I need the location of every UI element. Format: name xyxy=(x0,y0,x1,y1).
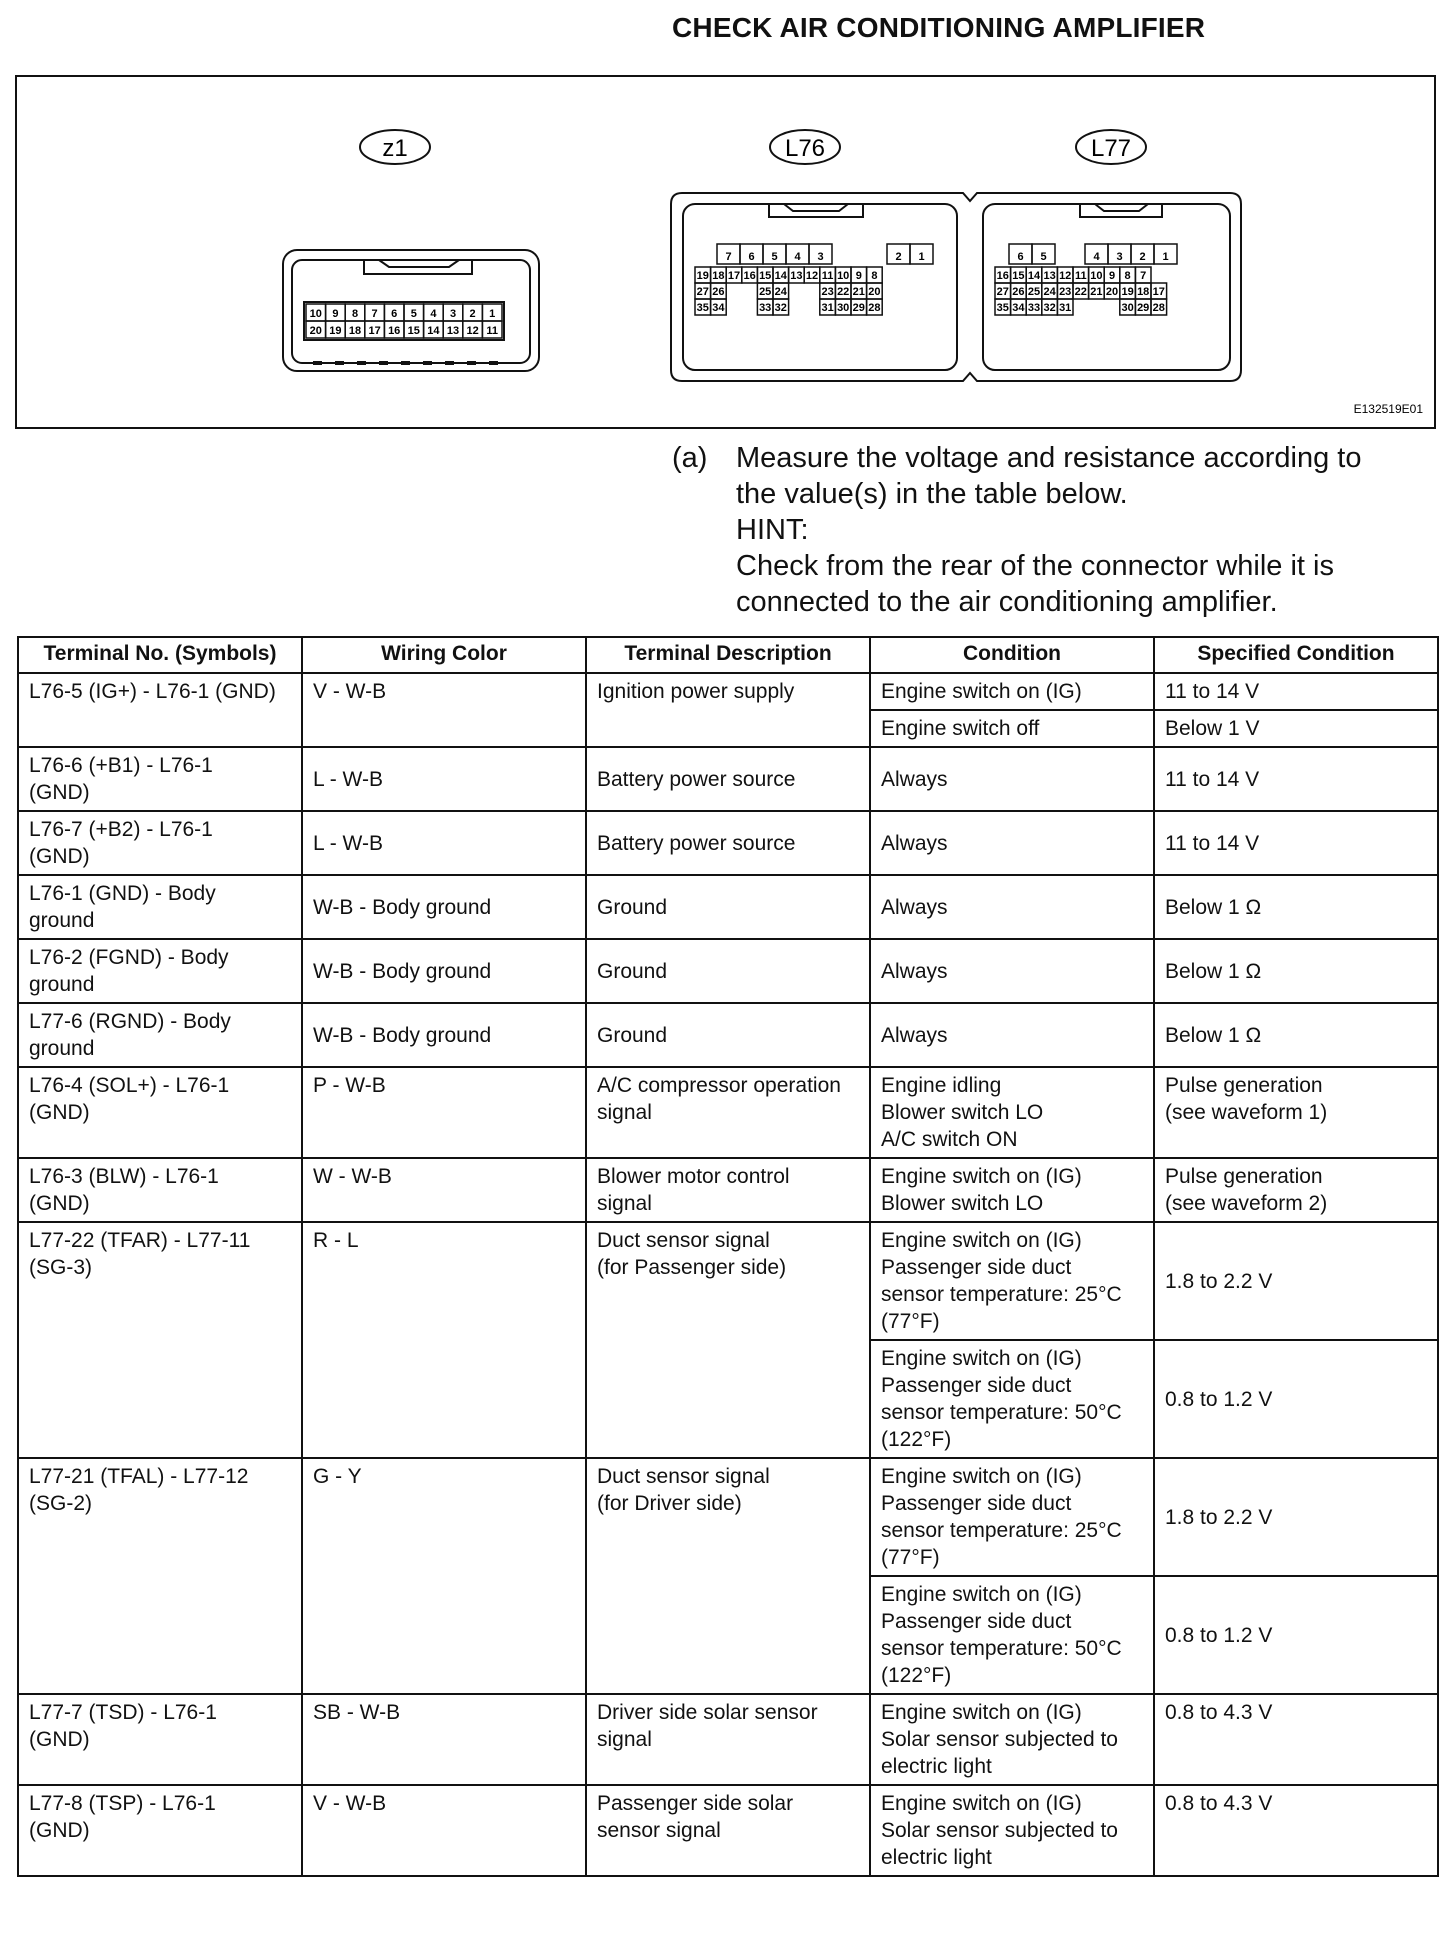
latch-tab xyxy=(313,361,322,365)
pin-l76: 25 xyxy=(759,286,772,298)
condition-cell: Engine switch on (IG) Solar sensor subjected to electric light xyxy=(870,1785,1154,1876)
pin-l76: 19 xyxy=(696,270,709,282)
pin-l77: 20 xyxy=(1105,286,1119,298)
terminal-cell: L76-1 (GND) - Body ground xyxy=(18,875,302,939)
wiring-color-cell: V - W-B xyxy=(302,1785,586,1876)
description-cell: Battery power source xyxy=(586,811,870,875)
terminal-cell: L76-6 (+B1) - L76-1 (GND) xyxy=(18,747,302,811)
specified-condition-cell: Below 1 Ω xyxy=(1154,875,1438,939)
pin-l77: 19 xyxy=(1121,286,1134,298)
pin-l76: 3 xyxy=(817,251,824,263)
pin-z1: 20 xyxy=(309,325,322,337)
pin-l77: 13 xyxy=(1043,270,1056,282)
pin-z1: 2 xyxy=(469,308,476,320)
wiring-color-cell: R - L xyxy=(302,1222,586,1458)
pin-l76: 32 xyxy=(774,302,787,314)
table-body xyxy=(18,673,1438,1876)
instruction-line: the value(s) in the table below. xyxy=(736,478,1128,510)
terminal-cell: L76-4 (SOL+) - L76-1 (GND) xyxy=(18,1067,302,1158)
wiring-color-cell: W - W-B xyxy=(302,1158,586,1222)
condition-cell: Always xyxy=(870,747,1154,811)
specified-condition-cell: 1.8 to 2.2 V xyxy=(1154,1222,1438,1340)
pin-l77: 5 xyxy=(1040,251,1047,263)
label-l76: L76 xyxy=(784,135,826,162)
pin-z1: 17 xyxy=(368,325,381,337)
specified-condition-cell: Below 1 V xyxy=(1154,710,1438,747)
pin-l77: 26 xyxy=(1012,286,1025,298)
instruction-line: Check from the rear of the connector while it is xyxy=(736,550,1334,582)
condition-cell: Engine switch on (IG) Solar sensor subjected to electric light xyxy=(870,1694,1154,1785)
pin-z1: 15 xyxy=(407,325,420,337)
pin-l76: 6 xyxy=(748,251,755,263)
pin-l76: 20 xyxy=(868,286,881,298)
pin-l76: 2 xyxy=(895,251,902,263)
pin-l76: 34 xyxy=(712,302,725,314)
table-row xyxy=(18,1694,1438,1785)
table-row xyxy=(18,673,1438,710)
table-row xyxy=(18,747,1438,811)
latch-tab xyxy=(489,361,498,365)
description-cell: Blower motor control signal xyxy=(586,1158,870,1222)
pin-l76: 23 xyxy=(821,286,834,298)
table-row xyxy=(18,1003,1438,1067)
condition-cell: Engine switch off xyxy=(870,710,1154,747)
specified-condition-cell: Pulse generation (see waveform 1) xyxy=(1154,1067,1438,1158)
table-row xyxy=(18,1458,1438,1576)
pin-l76: 28 xyxy=(868,302,881,314)
instruction-line: connected to the air conditioning amplifier. xyxy=(736,586,1278,618)
pin-z1: 3 xyxy=(449,308,457,320)
description-cell: Ground xyxy=(586,1003,870,1067)
condition-cell: Engine switch on (IG) Passenger side duct sensor temperature: 50°C (122°F) xyxy=(870,1340,1154,1458)
pin-z1: 14 xyxy=(427,325,440,337)
specified-condition-cell: Below 1 Ω xyxy=(1154,1003,1438,1067)
description-cell: Duct sensor signal (for Passenger side) xyxy=(586,1222,870,1458)
pin-z1: 19 xyxy=(329,325,342,337)
pin-l77: 3 xyxy=(1116,251,1123,263)
pin-l76: 16 xyxy=(743,270,756,282)
instruction-text xyxy=(736,440,1456,620)
connector-pin-grids xyxy=(306,244,1177,338)
description-cell: Battery power source xyxy=(586,747,870,811)
pin-z1: 12 xyxy=(466,325,479,337)
header-terminal: Terminal No. (Symbols) xyxy=(18,637,302,673)
terminal-cell: L77-21 (TFAL) - L77-12 (SG-2) xyxy=(18,1458,302,1694)
terminal-cell: L77-6 (RGND) - Body ground xyxy=(18,1003,302,1067)
description-cell: Ignition power supply xyxy=(586,673,870,747)
pin-z1: 10 xyxy=(309,308,322,320)
specified-condition-cell: 11 to 14 V xyxy=(1154,747,1438,811)
condition-cell: Always xyxy=(870,811,1154,875)
pin-l77: 25 xyxy=(1027,286,1041,298)
condition-cell: Engine switch on (IG) xyxy=(870,673,1154,710)
terminal-cell: L77-8 (TSP) - L76-1 (GND) xyxy=(18,1785,302,1876)
pin-l77: 1 xyxy=(1162,251,1169,263)
specified-condition-cell: 0.8 to 4.3 V xyxy=(1154,1694,1438,1785)
condition-cell: Engine switch on (IG) Passenger side duct sensor temperature: 25°C (77°F) xyxy=(870,1222,1154,1340)
specified-condition-cell: 11 to 14 V xyxy=(1154,811,1438,875)
pin-z1: 1 xyxy=(489,308,496,320)
pin-l77: 23 xyxy=(1059,286,1072,298)
pin-l76: 5 xyxy=(771,251,778,263)
pin-l77: 16 xyxy=(996,270,1009,282)
wiring-color-cell: L - W-B xyxy=(302,747,586,811)
pin-l77: 22 xyxy=(1074,286,1087,298)
condition-cell: Engine switch on (IG) Passenger side duct sensor temperature: 50°C (122°F) xyxy=(870,1576,1154,1694)
description-cell: Duct sensor signal (for Driver side) xyxy=(586,1458,870,1694)
pin-l76: 4 xyxy=(794,251,801,263)
pin-l76: 14 xyxy=(774,270,787,282)
pin-l77: 31 xyxy=(1059,302,1072,314)
specification-table xyxy=(17,636,1439,1877)
latch-tab xyxy=(335,361,344,365)
wiring-color-cell: G - Y xyxy=(302,1458,586,1694)
specified-condition-cell: 11 to 14 V xyxy=(1154,673,1438,710)
page-title: CHECK AIR CONDITIONING AMPLIFIER xyxy=(672,12,1206,43)
pin-l77: 9 xyxy=(1108,270,1116,282)
pin-l77: 18 xyxy=(1137,286,1150,298)
condition-cell: Engine switch on (IG) Passenger side duct sensor temperature: 25°C (77°F) xyxy=(870,1458,1154,1576)
pin-z1: 5 xyxy=(410,308,417,320)
latch-tab xyxy=(401,361,410,365)
pin-l77: 35 xyxy=(996,302,1009,314)
header-specified-condition: Specified Condition xyxy=(1154,637,1438,673)
pin-l76: 26 xyxy=(712,286,725,298)
description-cell: Passenger side solar sensor signal xyxy=(586,1785,870,1876)
condition-cell: Always xyxy=(870,875,1154,939)
condition-cell: Engine idling Blower switch LO A/C switch ON xyxy=(870,1067,1154,1158)
pin-l77: 7 xyxy=(1140,270,1147,282)
pin-l76: 31 xyxy=(821,302,834,314)
pin-l76: 33 xyxy=(759,302,772,314)
pin-l76: 27 xyxy=(696,286,709,298)
header-terminal-description: Terminal Description xyxy=(586,637,870,673)
pin-l76: 18 xyxy=(712,270,725,282)
pin-l76: 10 xyxy=(837,270,850,282)
pin-l76: 15 xyxy=(759,270,772,282)
pin-l76: 11 xyxy=(821,270,834,282)
latch-tab xyxy=(379,361,388,365)
pin-l76: 8 xyxy=(871,270,878,282)
pin-l77: 8 xyxy=(1124,270,1131,282)
connector-diagram xyxy=(15,75,1436,429)
description-cell: Ground xyxy=(586,939,870,1003)
latch-tab xyxy=(467,361,476,365)
step-marker: (a) xyxy=(672,442,708,474)
description-cell: Driver side solar sensor signal xyxy=(586,1694,870,1785)
wiring-color-cell: P - W-B xyxy=(302,1067,586,1158)
pin-z1: 16 xyxy=(388,325,401,337)
latch-tab xyxy=(445,361,454,365)
pin-l76: 9 xyxy=(855,270,862,282)
table-row xyxy=(18,939,1438,1003)
pin-z1: 9 xyxy=(332,308,339,320)
terminal-cell: L76-3 (BLW) - L76-1 (GND) xyxy=(18,1158,302,1222)
connector-labels xyxy=(360,130,1423,416)
specified-condition-cell: Below 1 Ω xyxy=(1154,939,1438,1003)
pin-l77: 32 xyxy=(1043,302,1056,314)
pin-l77: 29 xyxy=(1137,302,1150,314)
specified-condition-cell: 0.8 to 4.3 V xyxy=(1154,1785,1438,1876)
pin-l77: 24 xyxy=(1043,286,1056,298)
pin-l77: 21 xyxy=(1090,286,1103,298)
pin-z1: 7 xyxy=(371,308,378,320)
pin-l77: 15 xyxy=(1012,270,1025,282)
specified-condition-cell: 0.8 to 1.2 V xyxy=(1154,1340,1438,1458)
label-l77: L77 xyxy=(1090,135,1132,162)
condition-cell: Engine switch on (IG) Blower switch LO xyxy=(870,1158,1154,1222)
pin-l76: 29 xyxy=(852,302,865,314)
latch-tab xyxy=(423,361,432,365)
wiring-color-cell: W-B - Body ground xyxy=(302,1003,586,1067)
terminal-cell: L76-7 (+B2) - L76-1 (GND) xyxy=(18,811,302,875)
pin-l77: 4 xyxy=(1093,251,1100,263)
condition-cell: Always xyxy=(870,1003,1154,1067)
pin-l77: 2 xyxy=(1139,251,1146,263)
specified-condition-cell: 1.8 to 2.2 V xyxy=(1154,1458,1438,1576)
pin-z1: 18 xyxy=(348,325,362,337)
figure-code: E132519E01 xyxy=(1353,402,1423,416)
pin-l77: 10 xyxy=(1090,270,1103,282)
pin-l76: 21 xyxy=(852,286,865,298)
connector-z1-latches xyxy=(313,361,498,365)
table-row xyxy=(18,1222,1438,1340)
label-z1: z1 xyxy=(382,135,408,162)
table-row xyxy=(18,875,1438,939)
connector-diagram-svg xyxy=(17,77,1434,427)
specified-condition-cell: Pulse generation (see waveform 2) xyxy=(1154,1158,1438,1222)
pin-l77: 34 xyxy=(1012,302,1025,314)
pin-l76: 22 xyxy=(837,286,850,298)
description-cell: A/C compressor operation signal xyxy=(586,1067,870,1158)
latch-tab xyxy=(357,361,366,365)
pin-l77: 17 xyxy=(1152,286,1165,298)
pin-z1: 8 xyxy=(351,308,359,320)
wiring-color-cell: W-B - Body ground xyxy=(302,939,586,1003)
condition-cell: Always xyxy=(870,939,1154,1003)
table-row xyxy=(18,811,1438,875)
pin-z1: 6 xyxy=(391,308,398,320)
pin-z1: 11 xyxy=(486,325,499,337)
terminal-cell: L76-2 (FGND) - Body ground xyxy=(18,939,302,1003)
pin-l77: 28 xyxy=(1152,302,1165,314)
pin-l76: 24 xyxy=(774,286,787,298)
wiring-color-cell: W-B - Body ground xyxy=(302,875,586,939)
header-wiring-color: Wiring Color xyxy=(302,637,586,673)
instruction-hint-label: HINT: xyxy=(736,514,809,546)
wiring-color-cell: L - W-B xyxy=(302,811,586,875)
pin-l76: 35 xyxy=(696,302,709,314)
pin-z1: 13 xyxy=(446,325,460,337)
terminal-cell: L77-7 (TSD) - L76-1 (GND) xyxy=(18,1694,302,1785)
table-row xyxy=(18,1158,1438,1222)
terminal-cell: L76-5 (IG+) - L76-1 (GND) xyxy=(18,673,302,747)
pin-l76: 1 xyxy=(918,251,925,263)
pin-l77: 14 xyxy=(1027,270,1041,282)
wiring-color-cell: V - W-B xyxy=(302,673,586,747)
pin-l77: 30 xyxy=(1121,302,1134,314)
description-cell: Ground xyxy=(586,875,870,939)
pin-z1: 4 xyxy=(430,308,437,320)
pin-l76: 12 xyxy=(805,270,819,282)
pin-l77: 33 xyxy=(1027,302,1041,314)
pin-l77: 11 xyxy=(1074,270,1087,282)
pin-l77: 27 xyxy=(996,286,1009,298)
specified-condition-cell: 0.8 to 1.2 V xyxy=(1154,1576,1438,1694)
wiring-color-cell: SB - W-B xyxy=(302,1694,586,1785)
pin-l76: 7 xyxy=(725,251,732,263)
pin-l76: 13 xyxy=(790,270,803,282)
pin-l77: 12 xyxy=(1059,270,1072,282)
terminal-cell: L77-22 (TFAR) - L77-11 (SG-3) xyxy=(18,1222,302,1458)
table-header-row xyxy=(18,637,1438,673)
table-row xyxy=(18,1067,1438,1158)
instruction-line: Measure the voltage and resistance according to xyxy=(736,442,1362,474)
table-row xyxy=(18,1785,1438,1876)
header-condition: Condition xyxy=(870,637,1154,673)
pin-l76: 30 xyxy=(837,302,850,314)
pin-l77: 6 xyxy=(1017,251,1024,263)
pin-l76: 17 xyxy=(727,270,741,282)
